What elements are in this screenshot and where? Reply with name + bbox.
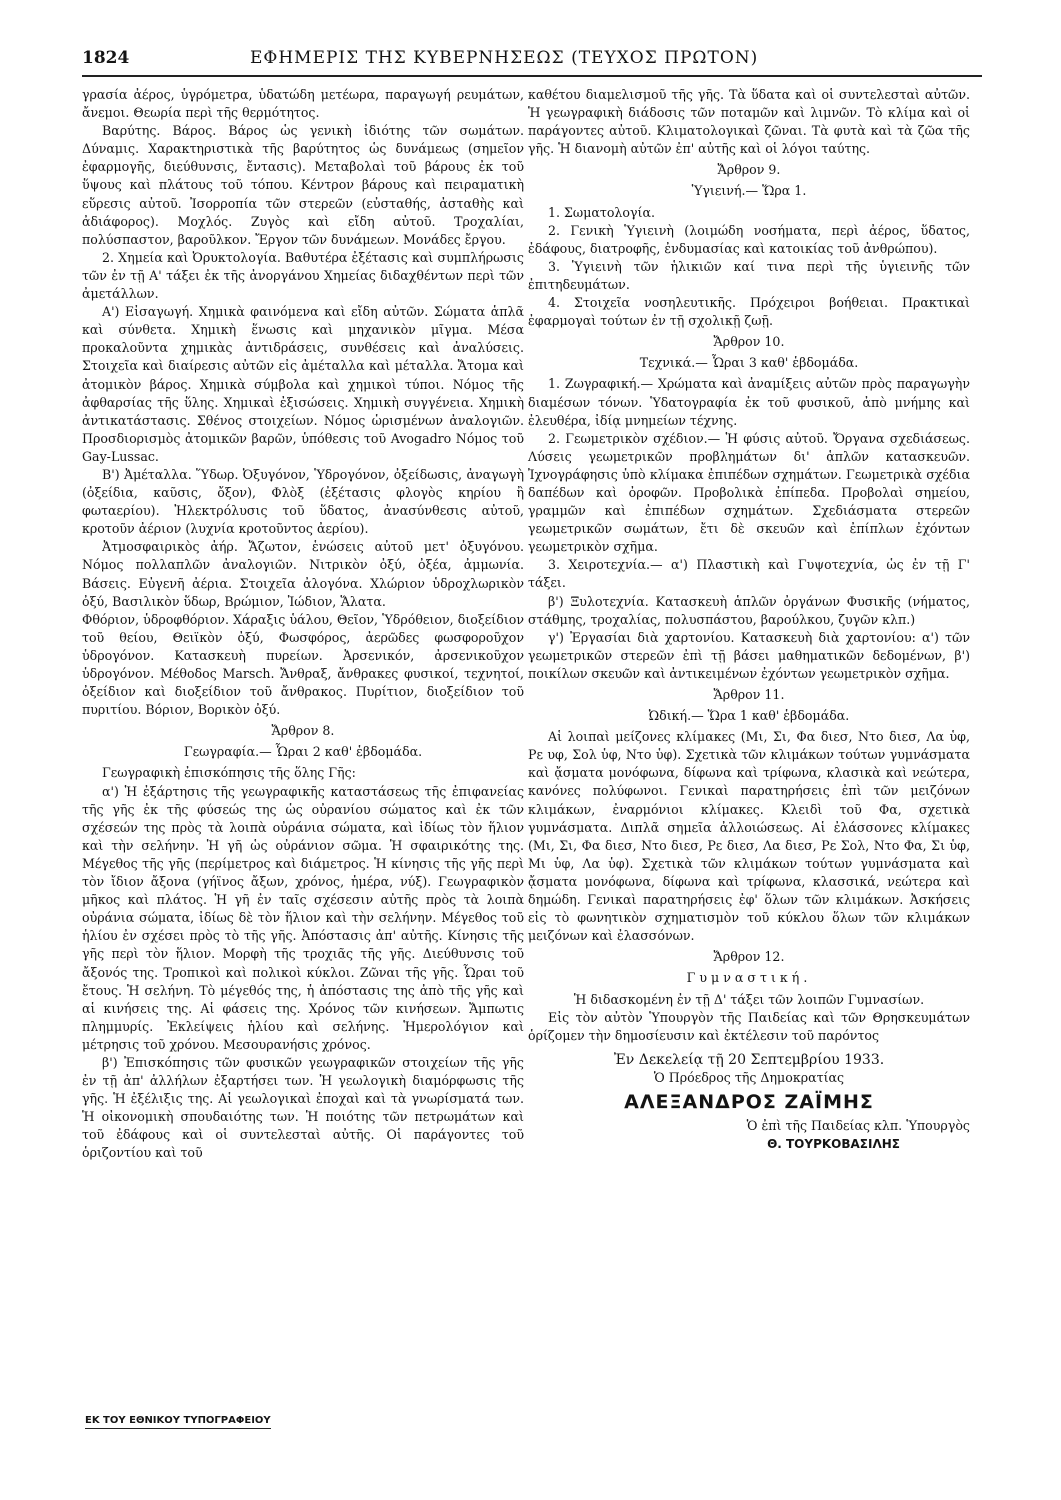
- article-10-subtitle: Τεχνικά.— Ὧραι 3 καθ' ἑβδομάδα.: [639, 355, 859, 371]
- minister-name: Θ. ΤΟΥΡΚΟΒΑΣΙΛΗΣ: [767, 1137, 900, 1152]
- paragraph: καθέτου διαμελισμοῦ τῆς γῆς. Τὰ ὕδατα καὶ οἱ συντελεσταὶ αὐτῶν. Ἡ γεωγραφικὴ διάδοσις τῶν ποταμῶν καὶ λιμνῶν. Τὸ κλίμα καὶ οἱ παράγοντες αὐτοῦ. Κλιματολογικαὶ ζῶναι. Τὰ φυτὰ καὶ τὰ ζῶα τῆς γῆς. Ἡ διανομὴ αὐτῶν ἐπ' αὐτῆς καὶ οἱ λόγοι ταύτης.: [528, 87, 970, 157]
- paragraph: Βαρύτης. Βάρος. Βάρος ὡς γενικὴ ἰδιότης τῶν σωμάτων. Δύναμις. Χαρακτηριστικὰ τῆς βαρύτητος ὡς δυνάμεως (σημεῖον ἐφαρμογῆς, διεύθυνσις, ἔντασις). Μεταβολαὶ τοῦ βάρους ἐκ τοῦ ὕψους καὶ πλάτους τοῦ τόπου. Κέντρον βάρους καὶ πειραματικὴ εὕρεσις αὐτοῦ. Ἰσορροπία τῶν στερεῶν (εὐσταθής, ἀσταθὴς καὶ ἀδιάφορος). Μοχλός. Ζυγὸς καὶ εἴδη αὐτοῦ. Τροχαλίαι, πολύσπαστον, βαροῦλκον. Ἔργον τῶν δυνάμεων. Μονάδες ἔργου.: [82, 123, 524, 247]
- running-head: ΕΦΗΜΕΡΙΣ ΤΗΣ ΚΥΒΕΡΝΗΣΕΩΣ (ΤΕΥΧΟΣ ΠΡΩΤΟΝ): [250, 48, 759, 68]
- article-11-title: Ἄρθρον 11.: [713, 687, 785, 702]
- list-item: 2. Γεωμετρικὸν σχέδιον.— Ἡ φύσις αὐτοῦ. Ὄργανα σχεδιάσεως. Λύσεις γεωμετρικῶν προβλημάτων δι' ἁπλῶν κατασκευῶν. Ἰχνογράφησις ὑπὸ κλίμακα ἐπιπέδων σχημάτων. Γεωμετρικὰ σχέδια δαπέδων καὶ ὀροφῶν. Προβολικὰ ἐπίπεδα. Προβολαὶ σημείου, γραμμῶν καὶ ἐπιπέδων σχημάτων. Σχεδιάσματα στερεῶν γεωμετρικῶν σωμάτων, ἔτι δὲ σκευῶν καὶ ἐπίπλων ἐχόντων γεωμετρικὸν σχῆμα.: [528, 430, 970, 555]
- page-number: 1824: [82, 48, 130, 68]
- right-column: [528, 86, 970, 1153]
- article-9-title: Ἄρθρον 9.: [717, 162, 781, 178]
- page-header: [82, 44, 982, 80]
- president-name: ΑΛΕΞΑΝΔΡΟΣ ΖΑΪΜΗΣ: [624, 1090, 874, 1113]
- list-item: 1. Ζωγραφική.— Χρώματα καὶ ἀναμίξεις αὐτῶν πρὸς παραγωγὴν διαμέσων τόνων. Ὑδατογραφία ἐκ τοῦ φυσικοῦ, ἀπὸ μνήμης καὶ ἐλευθέρα, ἰδίᾳ μνημείων τέχνης.: [528, 376, 970, 428]
- paragraph: Εἰς τὸν αὐτὸν Ὑπουργὸν τῆς Παιδείας καὶ τῶν Θρησκευμάτων ὁρίζομεν τὴν δημοσίευσιν καὶ ἐκτέλεσιν τοῦ παρόντος: [528, 1009, 970, 1043]
- list-item: 3. Χειροτεχνία.— α') Πλαστικὴ καὶ Γυψοτεχνία, ὡς ἐν τῇ Γ' τάξει.: [528, 557, 970, 591]
- list-item: γ') Ἐργασίαι διὰ χαρτονίου. Κατασκευὴ διὰ χαρτονίου: α') τῶν γεωμετρικῶν στερεῶν ἐπὶ τῇ βάσει μαθηματικῶν δεδομένων, β') ποικίλων σκευῶν καὶ ἀντικειμένων ἐχόντων γεωμετρικὸν σχῆμα.: [528, 629, 970, 681]
- article-12-subtitle: Γυμναστική.: [686, 970, 812, 986]
- header-rule: [82, 75, 982, 77]
- article-11-subtitle: Ὠδική.— Ὥρα 1 καθ' ἑβδομάδα.: [648, 708, 850, 724]
- list-item: 2. Γενικὴ Ὑγιεινὴ (λοιμώδη νοσήματα, περὶ ἀέρος, ὕδατος, ἐδάφους, διατροφῆς, ἐνδυμασίας καὶ κατοικίας τοῦ ἀνθρώπου).: [528, 222, 970, 256]
- article-10-title: Ἄρθρον 10.: [713, 334, 785, 350]
- left-column: [82, 86, 524, 1163]
- list-item: β') Ξυλοτεχνία. Κατασκευὴ ἁπλῶν ὀργάνων Φυσικῆς (νήματος, στάθμης, τροχαλίας, πολυσπάστου, βαρούλκου, ζυγῶν κλπ.): [528, 593, 970, 627]
- paragraph: Αἱ λοιπαὶ μείζονες κλίμακες (Μι, Σι, Φα διεσ, Ντο διεσ, Λα ὑφ, Ρε υφ, Σολ ὑφ, Ντο ὑφ). Σχετικὰ τῶν κλιμάκων τούτων γυμνάσματα καὶ ᾄσματα μονόφωνα, δίφωνα καὶ τρίφωνα, κλασικὰ καὶ νεώτερα, κανόνες πολύφωνοι. Γενικαὶ παρατηρήσεις ἐπὶ τῶν μειζόνων κλιμάκων, ἐναρμόνιοι κλίμακες. Κλειδὶ τοῦ Φα, σχετικὰ γυμνάσματα. Διπλᾶ σημεῖα ἀλλοιώσεως. Αἱ ἐλάσσονες κλίμακες (Μι, Σι, Φα διεσ, Ντο διεσ, Ρε διεσ, Λα διεσ, Ρε Σολ, Ντο Φα, Σι ὑφ, Μι ὑφ, Λα ὑφ). Σχετικὰ τῶν κλιμάκων τούτων γυμνάσματα καὶ ᾄσματα μονόφωνα, δίφωνα καὶ τρίφωνα, κλασσικά, νεώτερα καὶ δημώδη. Γενικαὶ παρατηρήσεις ἐφ' ὅλων τῶν κλιμάκων. Ἀσκήσεις εἰς τὸ φωνητικὸν σχηματισμὸν τοῦ κύκλου ὅλων τῶν κλιμάκων μειζόνων καὶ ἐλασσόνων.: [528, 729, 970, 944]
- paragraph: Φθόριον, ὑδροφθόριον. Χάραξις ὑάλου, Θεῖον, Ὑδρόθειον, διοξείδιον τοῦ θείου, Θειϊκὸν ὀξύ, Φωσφόρος, ἀερῶδες φωσφοροῦχον ὑδρογόνον. Κατασκευὴ πυρείων. Ἀρσενικόν, ἀρσενικοῦχον ὑδρογόνον. Μέθοδος Marsch. Ἄνθραξ, ἄνθρακες φυσικοί, τεχνητοί, ὀξείδιον καὶ διοξείδιον τοῦ ἄνθρακος. Πυρίτιον, διοξείδιον τοῦ πυριτίου. Βόριον, Βορικὸν ὀξύ.: [82, 611, 524, 718]
- paragraph: Ἡ διδασκομένη ἐν τῇ Δ' τάξει τῶν λοιπῶν Γυμνασίων.: [573, 991, 925, 1007]
- president-title: Ὁ Πρόεδρος τῆς Δημοκρατίας: [653, 1069, 845, 1085]
- list-item: 3. Ὑγιεινὴ τῶν ἡλικιῶν καί τινα περὶ τῆς ὑγιεινῆς τῶν ἐπιτηδευμάτων.: [528, 258, 970, 292]
- paragraph: α') Ἡ ἐξάρτησις τῆς γεωγραφικῆς καταστάσεως τῆς ἐπιφανείας τῆς γῆς ἐκ τῆς φύσεώς της ὡς οὐρανίου σώματος καὶ ἐκ τῶν σχέσεών της πρὸς τὰ λοιπὰ οὐράνια σώματα, καὶ ἰδίως τὸν ἥλιον καὶ τὴν σελήνην. Ἡ γῆ ὡς οὐράνιον σῶμα. Ἡ σφαιρικότης της. Μέγεθος τῆς γῆς (περίμετρος καὶ διάμετρος. Ἡ κίνησις τῆς γῆς περὶ τὸν ἴδιον ἄξονα (γήϊνος ἄξων, χρόνος, ἡμέρα, νύξ). Γεωγραφικὸν μῆκος καὶ πλάτος. Ἡ γῆ ἐν ταῖς σχέσεσιν αὐτῆς πρὸς τὰ λοιπὰ οὐράνια σώματα, ἰδίως δὲ τὸν ἥλιον καὶ τὴν σελήνην. Μέγεθος τοῦ ἡλίου ἐν σχέσει πρὸς τὸ τῆς γῆς. Ἀπόστασις ἀπ' αὐτῆς. Κίνησις τῆς γῆς περὶ τὸν ἥλιον. Μορφὴ τῆς τροχιᾶς τῆς γῆς. Διεύθυνσις τοῦ ἄξονός της. Τροπικοὶ καὶ πολικοὶ κύκλοι. Ζῶναι τῆς γῆς. Ὧραι τοῦ ἔτους. Ἡ σελήνη. Τὸ μέγεθός της, ἡ ἀπόστασις της ἀπὸ τῆς γῆς καὶ αἱ κινήσεις της. Αἱ φάσεις της. Χρόνος τῶν κινήσεων. Ἄμπωτις πλημμυρίς. Ἐκλείψεις ἡλίου καὶ σελήνης. Ἡμερολόγιον καὶ μέτρησις τοῦ χρόνου. Μεσουρανήσις χρόνος.: [82, 783, 524, 1052]
- paragraph: Ἀτμοσφαιρικὸς ἀήρ. Ἄζωτον, ἑνώσεις αὐτοῦ μετ' ὀξυγόνου. Νόμος πολλαπλῶν ἀναλογιῶν. Νιτρικὸν ὀξύ, ὀξέα, ἀμμωνία. Βάσεις. Εὐγενῆ ἀέρια. Στοιχεῖα ἀλογόνα. Χλώριον ὑδροχλωρικὸν ὀξύ, Βασιλικὸν ὕδωρ, Βρώμιον, Ἰώδιον, Ἅλατα.: [82, 539, 524, 609]
- signature-date: Ἐν Δεκελείᾳ τῇ 20 Σεπτεμβρίου 1933.: [613, 1051, 885, 1068]
- article-8-subtitle: Γεωγραφία.— Ὧραι 2 καθ' ἑβδομάδα.: [183, 744, 423, 760]
- paragraph: β') Ἐπισκόπησις τῶν φυσικῶν γεωγραφικῶν στοιχείων τῆς γῆς ἐν τῇ ἀπ' ἀλλήλων ἐξαρτήσει των. Ἡ γεωλογικὴ διαμόρφωσις τῆς γῆς. Ἡ ἐξέλιξις της. Αἱ γεωλογικαὶ ἐποχαὶ καὶ τὰ γνωρίσματά των. Ἡ οἰκονομικὴ σπουδαιότης των. Ἡ ποιότης τῶν πετρωμάτων καὶ τοῦ ἐδάφους καὶ οἱ συντελεσταὶ αὐτῆς. Οἱ παράγοντες τοῦ ὁριζοντίου καὶ τοῦ: [82, 1054, 524, 1161]
- minister-title: Ὁ ἐπὶ τῆς Παιδείας κλπ. Ὑπουργὸς: [746, 1118, 970, 1134]
- paragraph: γρασία ἀέρος, ὑγρόμετρα, ὑδατώδη μετέωρα, παραγωγή ρευμάτων, ἄνεμοι. Θεωρία περὶ τῆς θερμότητος.: [82, 87, 524, 121]
- article-8-title: Ἄρθρον 8.: [271, 723, 335, 739]
- paragraph: Β') Ἀμέταλλα. Ὕδωρ. Ὀξυγόνον, Ὑδρογόνον, ὀξείδωσις, ἀναγωγὴ (ὀξείδια, καῦσις, ὄξον), Φλὸξ (ἐξέτασις φλογὸς κηρίου ἢ φωταερίου). Ἠλεκτρόλυσις τοῦ ὕδατος, ἀνασύνθεσις αὐτοῦ, κροτοῦν ἀέριον (λυχνία κροτοῦντος ἀερίου).: [82, 466, 524, 537]
- paragraph: Γεωγραφικὴ ἐπισκόπησις τῆς ὅλης Γῆς:: [102, 765, 356, 781]
- list-item: 4. Στοιχεῖα νοσηλευτικῆς. Πρόχειροι βοήθειαι. Πρακτικαὶ ἐφαρμογαὶ τούτων ἐν τῇ σχολικῇ ζωῇ.: [528, 295, 970, 329]
- printer-imprint: ΕΚ ΤΟΥ ΕΘΝΙΚΟΥ ΤΥΠΟΓΡΑΦΕΙΟΥ: [85, 1415, 271, 1429]
- paragraph: Α') Εἰσαγωγή. Χημικὰ φαινόμενα καὶ εἴδη αὐτῶν. Σώματα ἁπλᾶ καὶ σύνθετα. Χημικὴ ἕνωσις καὶ μηχανικὸν μῖγμα. Μέσα προκαλοῦντα χημικὰς ἀντιδράσεις, συνθέσεις καὶ ἀναλύσεις. Στοιχεῖα καὶ διαίρεσις αὐτῶν εἰς ἀμέταλλα καὶ μέταλλα. Ἄτομα καὶ ἀτομικὸν βάρος. Χημικὰ σύμβολα καὶ χημικοὶ τύποι. Νόμος τῆς ἀφθαρσίας τῆς ὕλης. Χημικαὶ ἐξισώσεις. Χημικὴ συγγένεια. Χημικὴ ἀντικατάστασις. Σθένος στοιχείων. Νόμος ὡρισμένων ἀναλογιῶν. Προσδιορισμὸς ἀτομικῶν βαρῶν, ὑπόθεσις τοῦ Avogadro Νόμος τοῦ Gay-Lussac.: [82, 304, 524, 464]
- article-9-subtitle: Ὑγιεινή.— Ὥρα 1.: [691, 183, 807, 199]
- paragraph: 2. Χημεία καὶ Ὀρυκτολογία. Βαθυτέρα ἐξέτασις καὶ συμπλήρωσις τῶν ἐν τῇ Α' τάξει ἐκ τῆς ἀνοργάνου Χημείας διδαχθέντων περὶ τῶν ἀμετάλλων.: [82, 249, 524, 302]
- list-item: 1. Σωματολογία.: [548, 204, 655, 220]
- article-12-title: Ἄρθρον 12.: [713, 949, 785, 965]
